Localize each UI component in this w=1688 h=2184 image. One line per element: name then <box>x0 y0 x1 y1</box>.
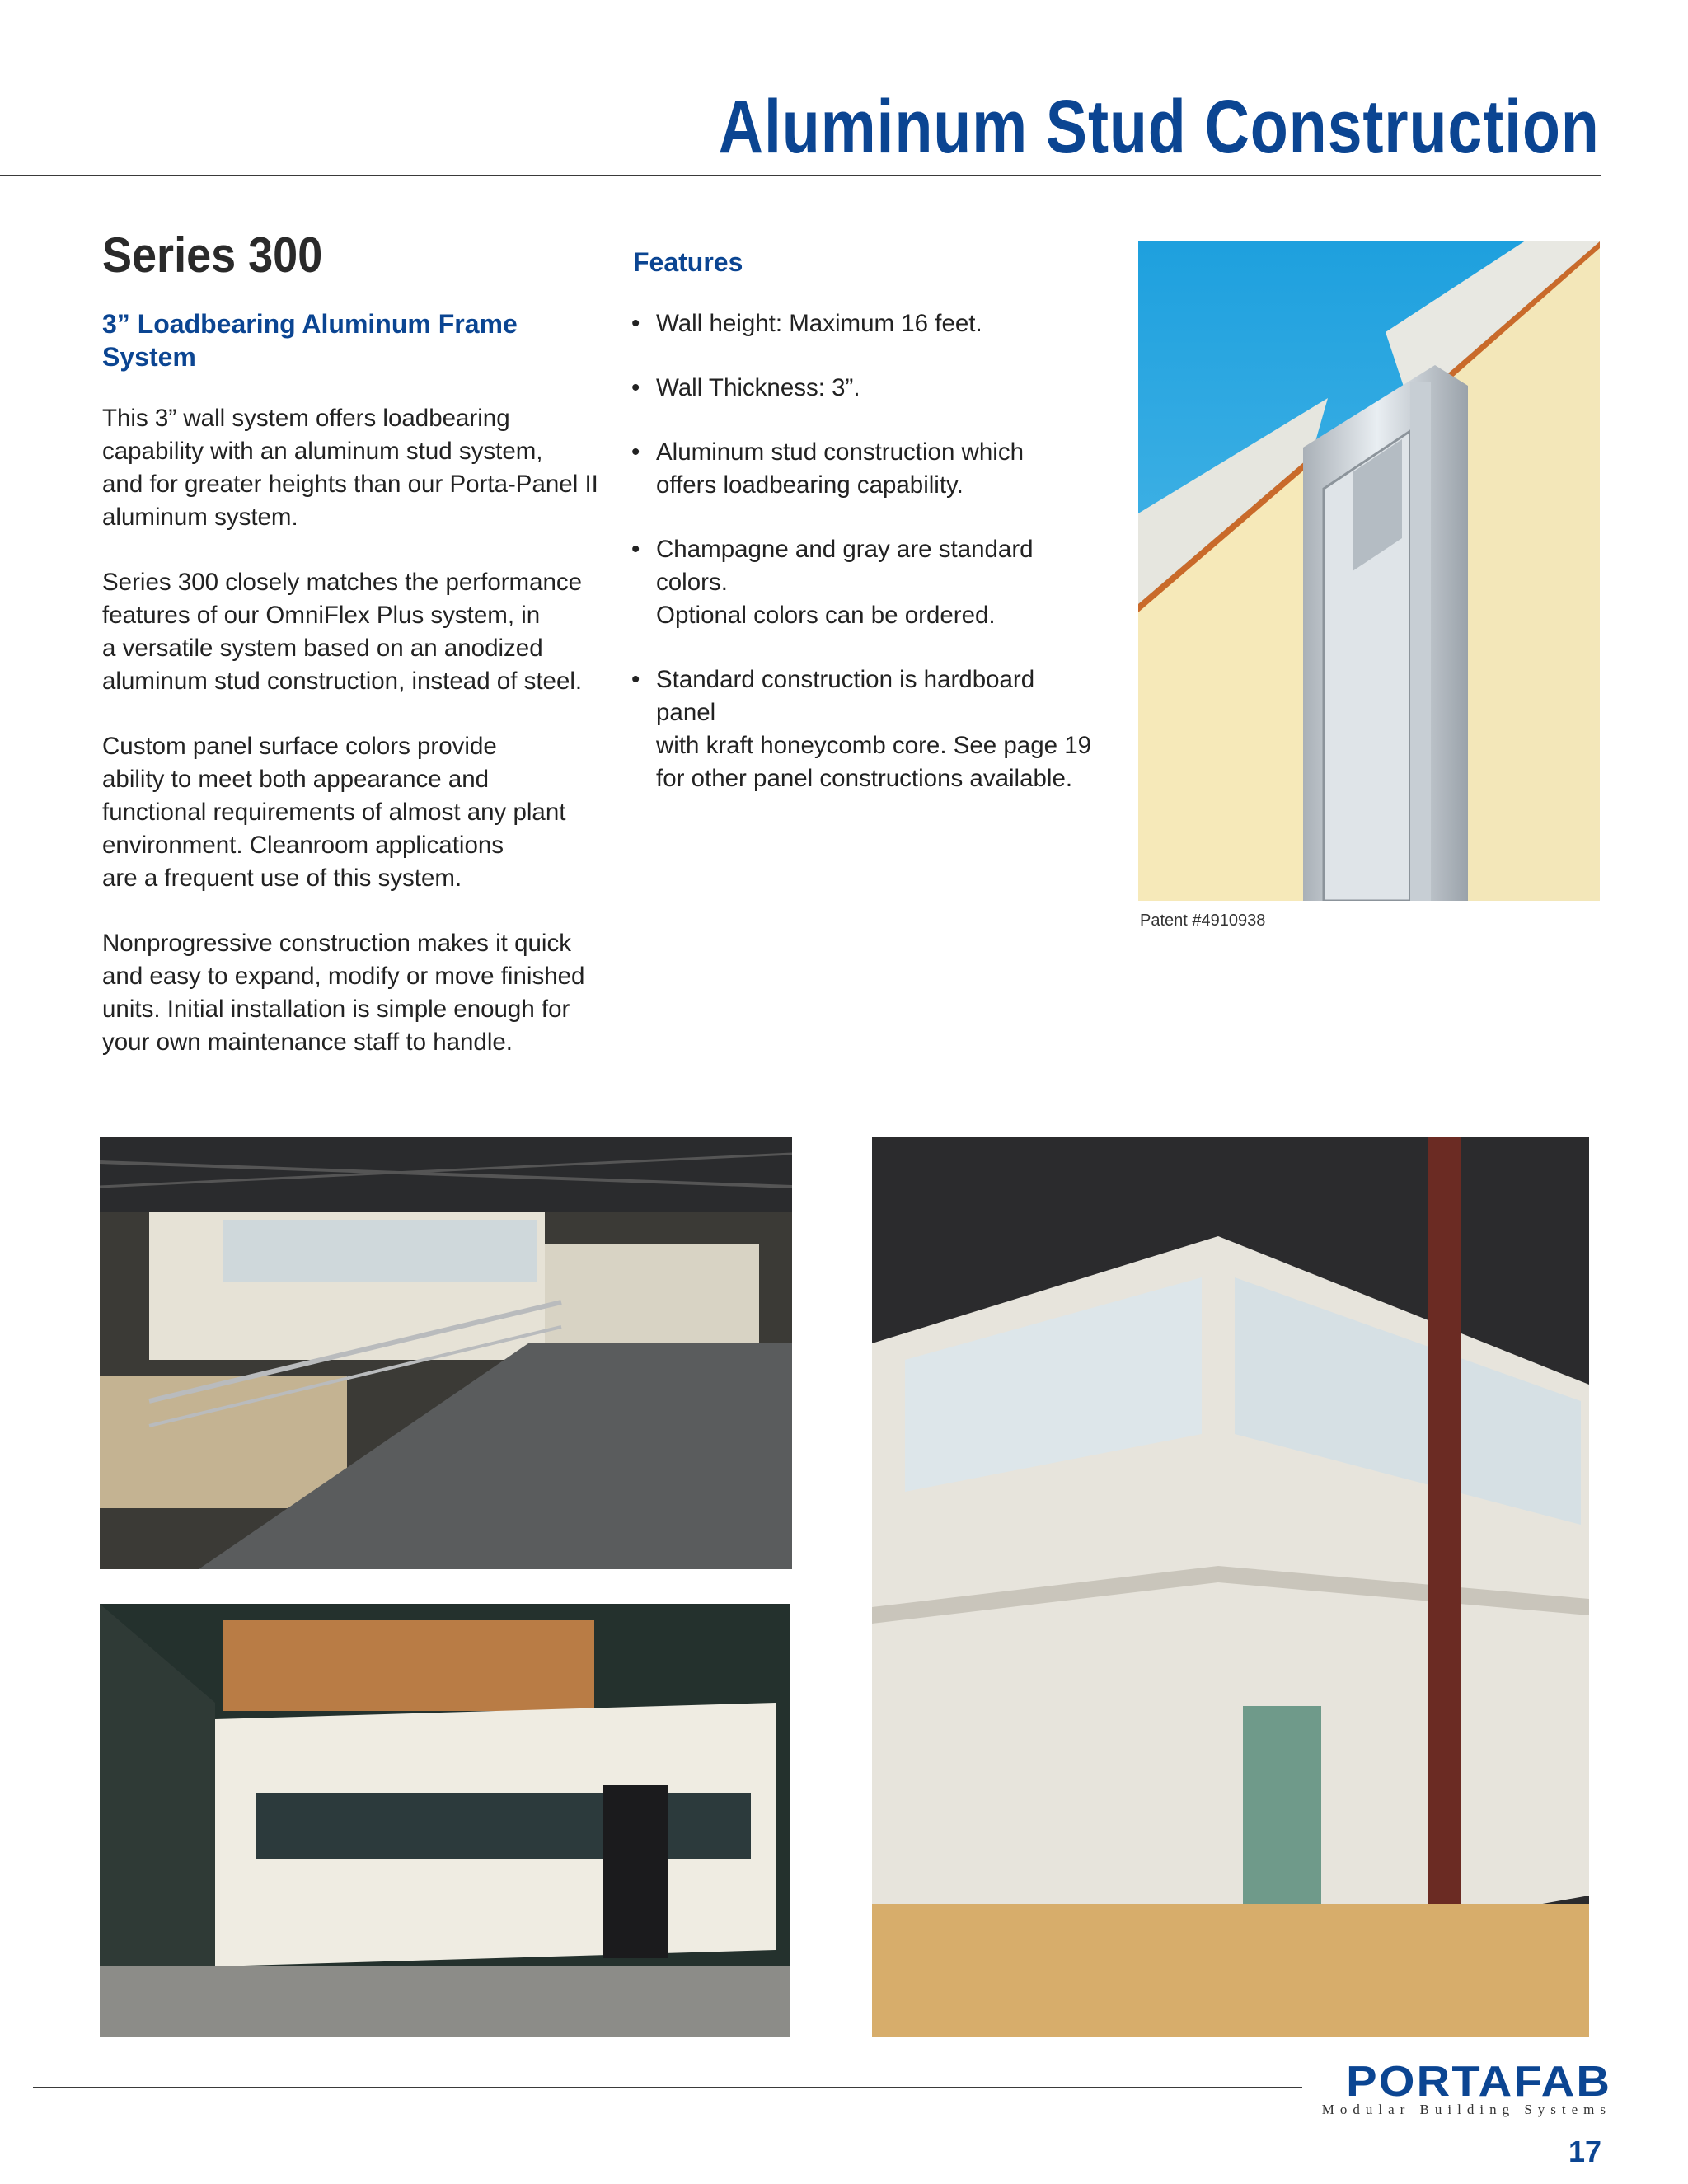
portafab-logo <box>1311 2060 1611 2118</box>
mezzanine-office-photo <box>100 1137 792 1569</box>
header-rule <box>0 175 1601 176</box>
paragraph: Nonprogressive construction makes it quick and easy to expand, modify or move finished units. Initial installation is simple enough for your own maintenance staff to handle. <box>102 930 585 1056</box>
feature-item <box>631 436 1093 502</box>
feature-item <box>631 663 1093 795</box>
stud-cutaway-illustration <box>1138 241 1600 901</box>
logo-wordmark: PORTAFAB <box>1346 2058 1611 2106</box>
paragraph: Custom panel surface colors provide ability to meet both appearance and functional requirements of almost any plant environment. Cleanroom applications are a frequent use of this system. <box>102 733 566 892</box>
logo-tagline: Modular Building Systems <box>1321 2102 1611 2117</box>
page-title: Aluminum Stud Construction <box>718 85 1600 169</box>
two-story-office-photo <box>872 1137 1589 2037</box>
bullet-icon: • <box>631 666 640 693</box>
feature-item <box>631 372 1093 405</box>
feature-text: Standard construction is hardboard panel with kraft honeycomb core. See page 19 for other panel constructions available. <box>656 666 1092 792</box>
bullet-icon: • <box>631 536 640 563</box>
bullet-icon: • <box>631 374 640 401</box>
feature-text: Champagne and gray are standard colors. Optional colors can be ordered. <box>656 536 1034 629</box>
feature-item <box>631 533 1093 632</box>
body-text <box>102 402 605 1091</box>
patent-caption: Patent #4910938 <box>1140 912 1266 930</box>
bullet-icon: • <box>631 310 640 337</box>
features-title: Features <box>633 247 743 277</box>
feature-text: Wall height: Maximum 16 feet. <box>656 310 982 337</box>
feature-item <box>631 307 1093 340</box>
paragraph: This 3” wall system offers loadbearing capability with an aluminum stud system, and for greater heights than our Porta-Panel II aluminum system. <box>102 405 598 531</box>
feature-text: Wall Thickness: 3”. <box>656 374 860 401</box>
inplant-office-photo <box>100 1604 790 2037</box>
features-list <box>631 307 1093 827</box>
footer-rule <box>33 2087 1302 2088</box>
section-subhead: 3” Loadbearing Aluminum Frame System <box>102 309 518 372</box>
page-number: 17 <box>1568 2135 1601 2168</box>
feature-text: Aluminum stud construction which offers loadbearing capability. <box>656 438 1024 499</box>
bullet-icon: • <box>631 438 640 466</box>
paragraph: Series 300 closely matches the performance features of our OmniFlex Plus system, in a versatile system based on an anodized aluminum stud construction, instead of steel. <box>102 569 583 695</box>
series-title: Series 300 <box>102 227 323 283</box>
